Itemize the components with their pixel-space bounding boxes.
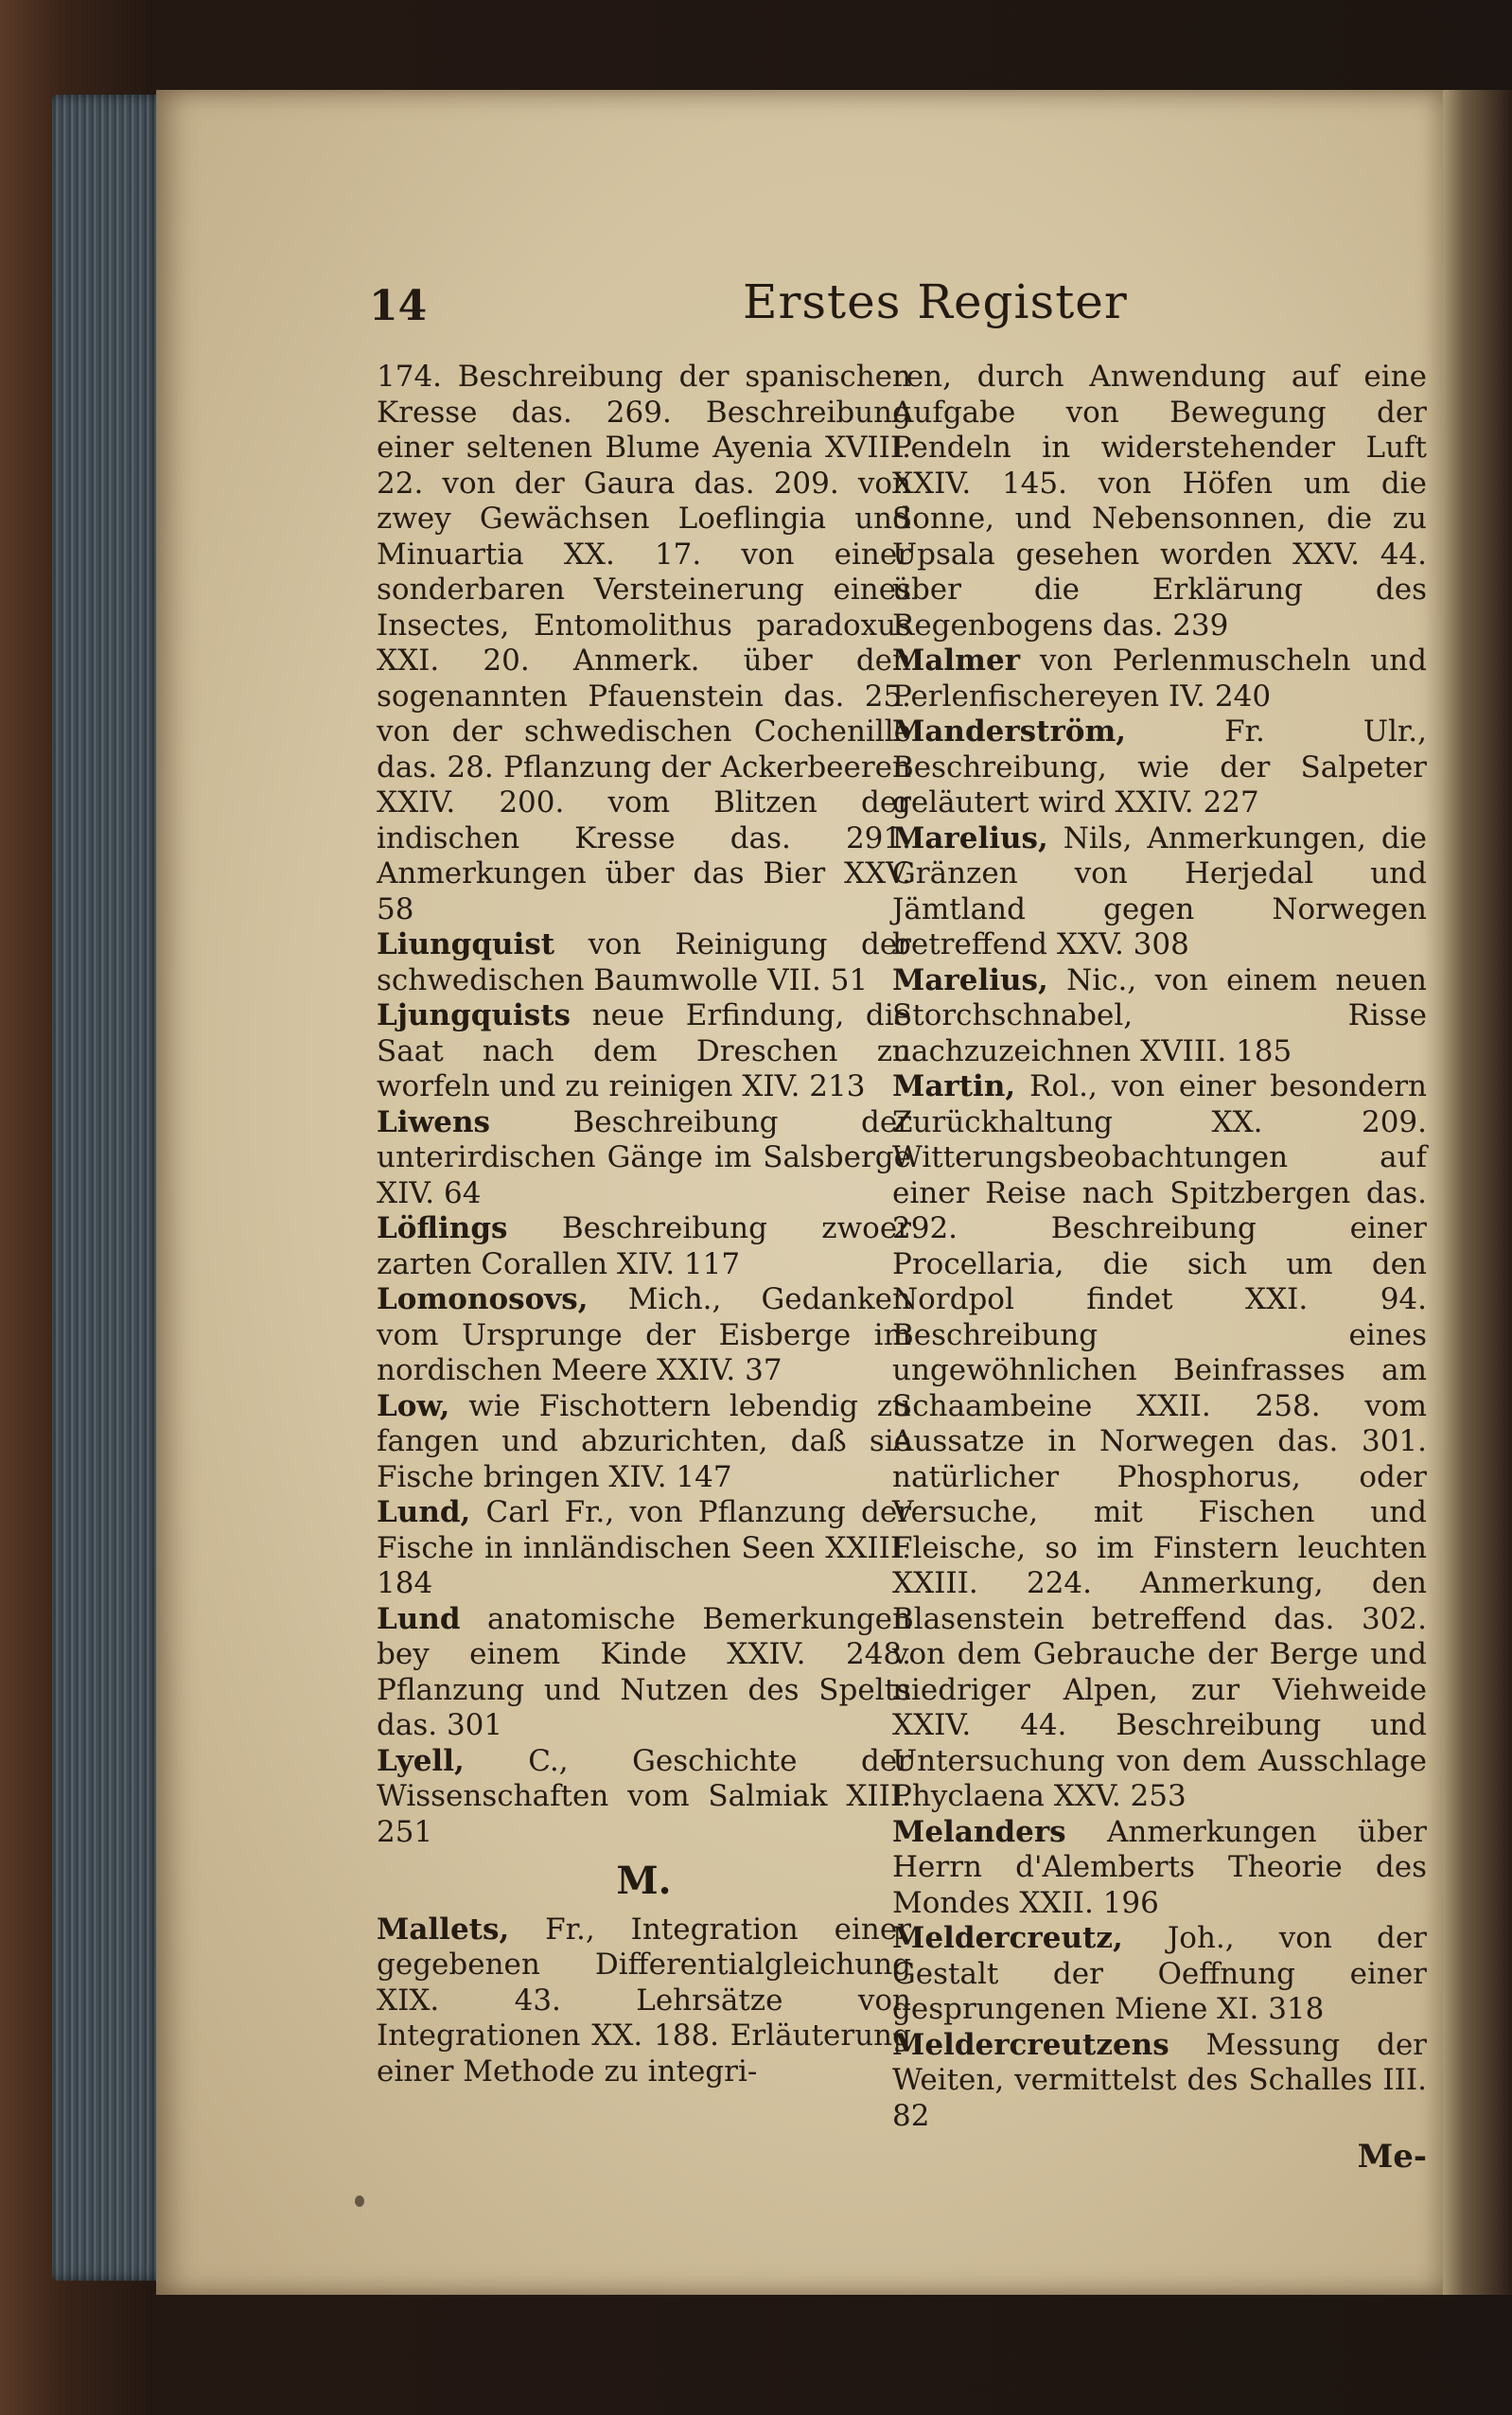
index-entry: Lund anatomische Bemerkungen bey einem Kinde XXIV. 248. Pflanzung und Nutzen des Spelts das. 301	[377, 1601, 911, 1742]
right-column	[892, 360, 1427, 2177]
index-entry: Lund, Carl Fr., von Pflanzung der Fische in innländischen Seen XXIII. 184	[377, 1495, 911, 1600]
index-entry: Ljungquists neue Erfindung, die Saat nach dem Dreschen zu worfeln und zu reinigen XIV. 213	[377, 998, 911, 1103]
index-entry: Liwens Beschreibung der unterirdischen Gänge im Salsberge XIV. 64	[377, 1104, 911, 1210]
left-column	[377, 360, 911, 2177]
index-entry: ren, durch Anwendung auf eine Aufgabe von Bewegung der Pendeln in widerstehender Luft XXIV. 145. von Höfen um die Sonne, und Nebensonnen, die zu Upsala gesehen worden XXV. 44. über die Erklärung des Regenbogens das. 239	[892, 360, 1427, 643]
index-entry: Meldercreutz, Joh., von der Gestalt der Oeffnung einer gesprungenen Miene XI. 318	[892, 1921, 1428, 2026]
page-header	[218, 244, 1429, 348]
section-letter: M.	[616, 1859, 672, 1903]
page-number: 14	[369, 282, 428, 330]
page-edges	[52, 95, 166, 2281]
index-entry: Lomonosovs, Mich., Gedanken vom Ursprunge der Eisberge im nordischen Meere XXIV. 37	[377, 1282, 911, 1387]
index-entry: Manderström, Fr. Ulr., Beschreibung, wie der Salpeter geläutert wird XXIV. 227	[892, 714, 1428, 820]
index-entry: Malmer von Perlenmuscheln und Perlenfischereyen IV. 240	[892, 643, 1427, 714]
index-entry: Low, wie Fischottern lebendig zu fangen und abzurichten, daß sie Fische bringen XIV. 147	[377, 1388, 912, 1494]
index-entry: 174. Beschreibung der spanischen Kresse das. 269. Beschreibung einer seltenen Blume Ayenia XVIII. 22. von der Gaura das. 209. von zwey Gewächsen Loeflingia und Minuartia XX. 17. von einer sonderbaren Versteinerung eines Insectes, Entomolithus paradoxus XXI. 20. Anmerk. über den sogenannten Pfauenstein das. 25. von der schwedischen Cochenille das. 28. Pflanzung der Ackerbeeren XXIV. 200. vom Blitzen der indischen Kresse das. 291. Anmerkungen über das Bier XXV. 58	[377, 360, 911, 926]
running-title: Erstes Register	[743, 274, 1128, 329]
ink-spot	[355, 2195, 364, 2207]
index-entry: Melanders Anmerkungen über Herrn d'Alemberts Theorie des Mondes XXII. 196	[892, 1814, 1427, 1920]
index-entry: Marelius, Nils, Anmerkungen, die Gränzen von Herjedal und Jämtland gegen Norwegen betreffend XXV. 308	[892, 820, 1427, 961]
index-entry: Löflings Beschreibung zwoer zarten Corallen XIV. 117	[377, 1211, 911, 1281]
index-entry: Marelius, Nic., von einem neuen Storchschnabel, Risse nachzuzeichnen XVIII. 185	[892, 962, 1428, 1068]
catchword: Me-	[1357, 2138, 1427, 2176]
index-entry: Liungquist von Reinigung der schwedischen Baumwolle VII. 51	[377, 927, 911, 997]
next-page-edge	[1443, 90, 1512, 2295]
index-entry: Meldercreutzens Messung der Weiten, vermittelst des Schalles III. 82	[892, 2027, 1427, 2133]
index-entry: Lyell, C., Geschichte der Wissenschaften vom Salmiak XIII. 251	[377, 1743, 911, 1849]
index-entry: Mallets, Fr., Integration einer gegebenen Differentialgleichung XIX. 43. Lehrsätze von Integrationen XX. 188. Erläuterung einer Methode zu integri-	[377, 1912, 911, 2089]
index-entry: Martin, Rol., von einer besondern Zurückhaltung XX. 209. Witterungsbeobachtungen auf einer Reise nach Spitzbergen das. 292. Beschreibung einer Procellaria, die sich um den Nordpol findet XXI. 94. Beschreibung eines ungewöhnlichen Beinfrasses am Schaambeine XXII. 258. vom Aussatze in Norwegen das. 301. natürlicher Phosphorus, oder Versuche, mit Fischen und Fleische, so im Finstern leuchten XXIII. 224. Anmerkung, den Blasenstein betreffend das. 302. von dem Gebrauche der Berge und niedriger Alpen, zur Viehweide XXIV. 44. Beschreibung und Untersuchung von dem Ausschlage Phyclaena XXV. 253	[892, 1069, 1427, 1813]
